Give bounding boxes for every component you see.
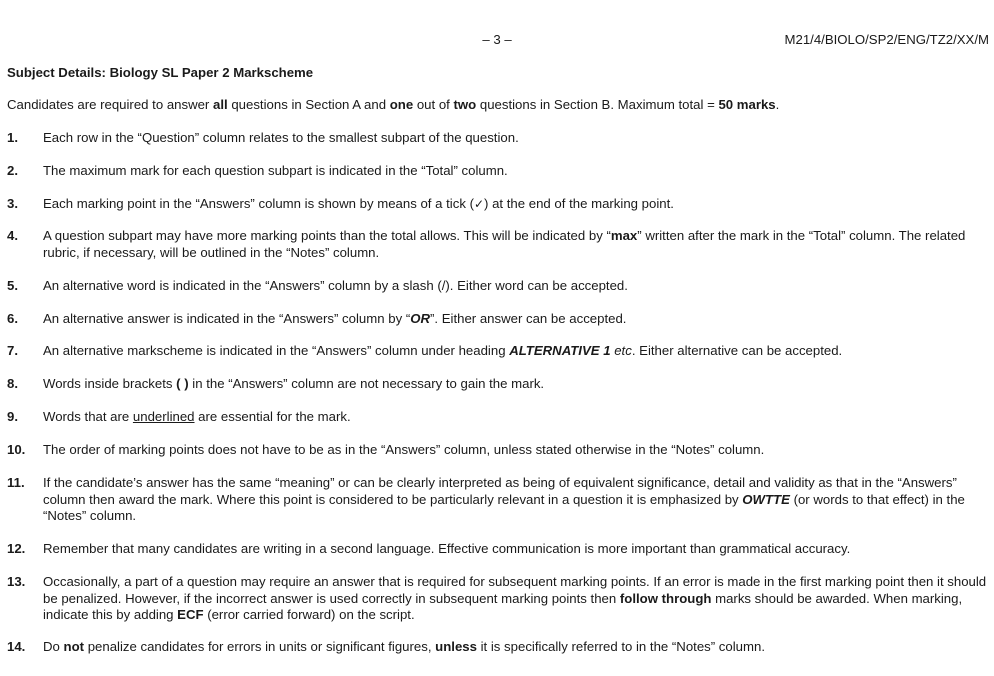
rule-text: [43, 409, 351, 426]
rule-text: [43, 228, 987, 261]
rule-emphasis: ALTERNATIVE 1: [509, 343, 611, 358]
rule-text: [43, 343, 842, 360]
rule-number: 5.: [7, 278, 18, 293]
rule-text: Remember that many candidates are writing in a second language. Effective communication is more important than grammatical accuracy.: [43, 541, 851, 556]
rule-emphasis: not: [63, 639, 85, 654]
rule-emphasis: follow through: [619, 590, 712, 606]
rule-item: [7, 475, 967, 525]
rule-item: [7, 130, 519, 147]
rule-item: [7, 163, 508, 180]
rule-text-part: A question subpart may have more marking points than the total allows. This will be indicated by “: [43, 228, 611, 243]
rule-text: [43, 475, 967, 525]
subject-details: Subject Details: Biology SL Paper 2 Markscheme: [7, 65, 314, 80]
rule-text: The maximum mark for each question subpart is indicated in the “Total” column.: [43, 163, 508, 178]
rule-text-part: Each marking point in the “Answers” column is shown by means of a tick (: [43, 196, 474, 211]
rule-item: [7, 574, 987, 624]
intro-emphasis: 50 marks: [718, 97, 776, 112]
rule-number: 2.: [7, 163, 18, 178]
rule-emphasis: max: [610, 228, 638, 243]
intro-emphasis: one: [389, 97, 414, 112]
rule-item: [7, 343, 842, 360]
rule-item: [7, 541, 850, 558]
rule-number: 6.: [7, 311, 18, 326]
rule-item: [7, 196, 674, 213]
page-number: – 3 –: [482, 32, 512, 47]
rule-text-part: An alternative answer is indicated in the “Answers” column by “: [43, 311, 411, 326]
rule-number: 12.: [7, 541, 26, 556]
rule-item: [7, 376, 544, 393]
tick-icon: ✓: [473, 197, 485, 211]
rule-text-part: Words inside brackets: [43, 376, 177, 391]
rule-item: [7, 442, 764, 459]
rule-text-part: If the candidate’s answer has the same “meaning” or can be clearly interpreted as being of equivalent significance, detail and validity as that in the “Answers” column then award the mark. Where this point is considered to be particularly relevant in a question it is emphasized by: [43, 475, 957, 507]
intro-emphasis: all: [213, 97, 228, 112]
rule-text-part: penalize candidates for errors in units or significant figures,: [84, 639, 436, 654]
rule-emphasis: unless: [435, 639, 477, 654]
rule-text-part: Do: [43, 639, 64, 654]
rule-item: [7, 409, 351, 426]
rule-item: [7, 311, 626, 328]
rule-emphasis: OR: [410, 311, 430, 326]
intro-text: Candidates are required to answer: [7, 97, 213, 112]
rule-number: 1.: [7, 130, 18, 145]
rule-number: 8.: [7, 376, 18, 391]
rule-number: 4.: [7, 228, 18, 243]
rule-text: [43, 196, 674, 213]
rule-emphasis: OWTTE: [742, 491, 790, 507]
intro-text: questions in Section A and: [227, 97, 390, 112]
rule-text: [43, 639, 765, 656]
intro-emphasis: two: [453, 97, 477, 112]
rule-underline: underlined: [132, 409, 195, 424]
rule-item: [7, 278, 628, 295]
rule-text-part: ) at the end of the marking point.: [484, 196, 674, 211]
rule-emphasis: ECF: [177, 607, 204, 622]
rule-emphasis: ( ): [176, 376, 189, 391]
rule-text-part: are essential for the mark.: [194, 409, 351, 424]
intro-text: questions in Section B. Maximum total =: [476, 97, 719, 112]
rule-number: 9.: [7, 409, 18, 424]
rule-text: [43, 376, 544, 393]
rule-number: 3.: [7, 196, 18, 211]
intro-text: out of: [413, 97, 454, 112]
rule-text-part: Words that are: [43, 409, 133, 424]
rule-text-part: An alternative markscheme is indicated in the “Answers” column under heading: [43, 343, 510, 358]
rule-text-part: it is specifically referred to in the “Notes” column.: [476, 639, 765, 654]
rule-italic: etc: [610, 343, 632, 358]
rule-item: [7, 639, 765, 656]
intro-text: .: [775, 97, 780, 112]
rule-text-part: . Either alternative can be accepted.: [631, 343, 843, 358]
rule-text: Each row in the “Question” column relates to the smallest subpart of the question.: [43, 130, 519, 145]
rule-text: The order of marking points does not have to be as in the “Answers” column, unless stated otherwise in the “Notes” column.: [43, 442, 765, 457]
rule-text-part: in the “Answers” column are not necessary to gain the mark.: [188, 376, 545, 391]
rule-number: 13.: [7, 574, 26, 589]
rule-number: 7.: [7, 343, 18, 358]
rule-text: [43, 311, 626, 328]
rule-text-part: ” written after the mark in the “Total” column. The related rubric, if necessary, will be outlined in the “Notes” column.: [43, 228, 966, 260]
intro-paragraph: [7, 97, 779, 112]
rule-text-part: (error carried forward) on the script.: [203, 607, 415, 622]
rule-number: 14.: [7, 639, 26, 654]
rule-text-part: (or words to that effect) in the “Notes” column.: [43, 491, 965, 523]
rule-number: 11.: [7, 475, 25, 490]
document-code: M21/4/BIOLO/SP2/ENG/TZ2/XX/M: [784, 32, 989, 47]
rule-item: [7, 228, 987, 261]
rule-text: An alternative word is indicated in the “Answers” column by a slash (/). Either word can be accepted.: [43, 278, 628, 293]
rule-number: 10.: [7, 442, 26, 457]
rule-text-part: ”. Either answer can be accepted.: [430, 311, 627, 326]
rule-text-part: marks should be awarded. When marking, indicate this by adding: [43, 590, 963, 622]
rule-text-part: Occasionally, a part of a question may require an answer that is required for subsequent marking points. If an error is made in the first marking point then it should be penalized. However, if the incorrect answer is used correctly in subsequent marking points then: [43, 574, 987, 606]
rule-text: [43, 574, 987, 624]
